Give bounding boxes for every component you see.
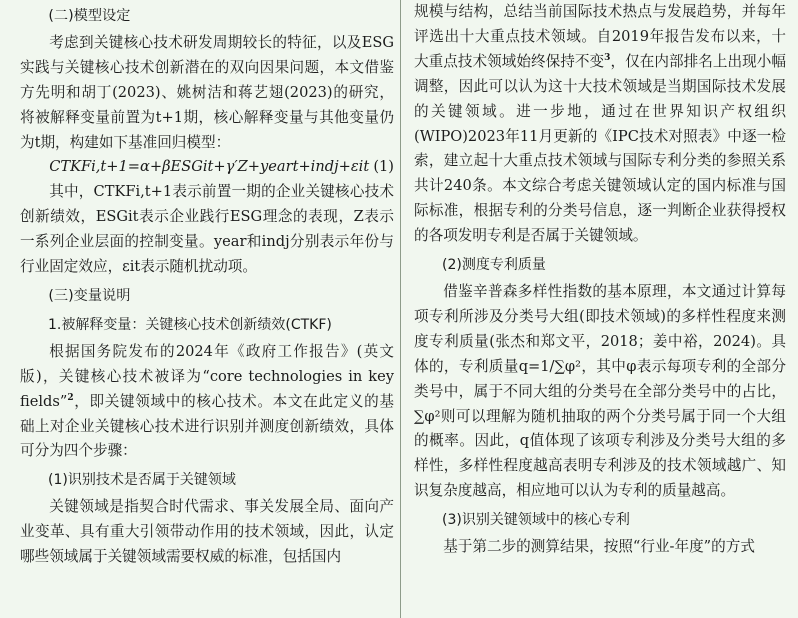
regression-formula: [20, 155, 394, 180]
ctkf-text-tail: ，即关键领域中的核心技术。本文在此定义的基础上对企业关键核心技术进行识别并测度创新绩效，具体可分为四个步骤：: [20, 392, 394, 460]
heading-dependent-variable: 1.被解释变量：关键核心技术创新绩效(CTKF): [48, 316, 332, 333]
paragraph-key-fields-continued: [414, 0, 786, 249]
paragraph-patent-quality: 借鉴辛普森多样性指数的基本原理，本文通过计算每项专利所涉及分类号大组(即技术领域)的多样性程度来测度专利质量(张杰和郑文平，2018；姜中裕，2024)。具体的，专利质量q=1/∑φ²，其中φ表示每项专利的全部分类号中，属于不同大组的分类号在全部分类号中的占比，∑φ²则可以理解为随机抽取的两个分类号属于同一个大组的概率。因此，q值体现了该项专利涉及分类号大组的多样性，多样性程度越高表明专利涉及的技术领域越广、知识复杂度越高，相应地可以认为专利的质量越高。: [414, 282, 786, 500]
heading-model-setup: (二)模型设定: [48, 8, 131, 24]
paragraph-variable-definitions: 其中，CTKFi,t+1表示前置一期的企业关键核心技术创新绩效，ESGit表示企业践行ESG理念的表现，Z表示一系列企业层面的控制变量。year和indj分别表示年份与行业固定效应，εit表示随机扰动项。: [20, 183, 394, 276]
continued-text: 规模与结构，总结当前国际技术热点与发展趋势，并每年评选出十大重点技术领域。自2019年报告发布以来，十大重点技术领域始终保持不变: [414, 3, 786, 70]
paragraph-core-patents: 基于第二步的测算结果，按照“行业-年度”的方式: [443, 538, 755, 556]
heading-variable-description: (三)变量说明: [48, 287, 131, 304]
footnote-ref-3[interactable]: 3: [604, 52, 611, 63]
ctkf-text: 根据国务院发布的2024年《政府工作报告》(英文版)，关键核心技术被译为“core technologies in key fields”: [20, 342, 394, 410]
left-column: [8, 0, 396, 618]
paragraph-model-intro: 考虑到关键核心技术研发周期较长的特征，以及ESG实践与关键核心技术创新潜在的双向因果问题，本文借鉴方先明和胡丁(2023)、姚树洁和蒋艺翅(2023)的研究，将被解释变量前置为t+1期，核心解释变量与其他变量仍为t期，构建如下基准回归模型：: [20, 33, 394, 151]
column-divider: [400, 0, 401, 618]
formula-number: (1): [373, 158, 394, 176]
paragraph-key-fields: 关键领域是指契合时代需求、事关发展全局、面向产业变革、具有重大引领带动作用的技术领域，因此，认定哪些领域属于关键领域需要权威的标准，包括国内: [20, 498, 394, 566]
heading-step-1: (1)识别技术是否属于关键领域: [48, 472, 236, 489]
heading-step-3: (3)识别关键领域中的核心专利: [442, 512, 630, 529]
formula-text: CTKFi,t+1=α+βESGit+γ′Z+yeart+indj+εit: [49, 158, 370, 176]
footnote-ref-2[interactable]: 2: [67, 392, 74, 403]
continued-text-tail: ，仅在内部排名上出现小幅调整，因此可以认为这十大技术领域是当期国际技术发展的关键领域。进一步地，通过在世界知识产权组织(WIPO)2023年11月更新的《IPC技术对照表》中逐一检索，建立起十大重点技术领域与国际专利分类的参照关系共计240条。本文综合考虑关键领域认定的国内标准与国际标准，根据专利的分类号信息，逐一判断企业获得授权的各项发明专利是否属于关键领域。: [414, 52, 786, 245]
paragraph-ctkf-definition: [20, 340, 394, 465]
right-column: [406, 0, 792, 618]
heading-step-2: (2)测度专利质量: [442, 257, 546, 274]
